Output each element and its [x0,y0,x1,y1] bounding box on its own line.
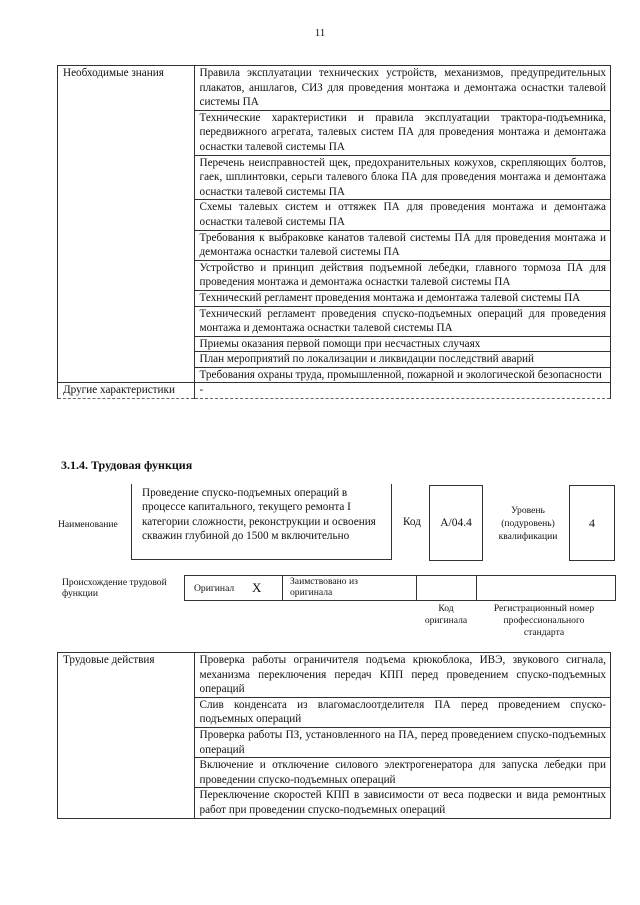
table-cell: Схемы талевых систем и оттяжек ПА для проведения монтажа и демонтажа оснастки талевой системы ПА [195,200,611,230]
origin-divider [416,575,417,601]
level-value: 4 [569,485,615,561]
table-cell: Включение и отключение силового электрогенератора для запуска лебедки при проведении спуско-подъемных операций [195,758,611,788]
origin-divider [282,575,283,601]
knowledge-table [57,65,611,399]
table-cell: Устройство и принцип действия подъемной лебедки, главного тормоза ПА для проведения монтажа и демонтажа оснастки талевой системы ПА [195,260,611,290]
table-cell: Технический регламент проведения монтажа и демонтажа талевой системы ПА [195,290,611,306]
table-cell: Слив конденсата из влагомаслоотделителя ПА перед проведением спуско-подъемных операций [195,697,611,727]
table-cell: Требования охраны труда, промышленной, пожарной и экологической безопасности [195,367,611,383]
table-cell: Технический регламент проведения спуско-подъемных операций для проведения монтажа и демонтажа оснастки талевой системы ПА [195,306,611,336]
table-cell: Приемы оказания первой помощи при несчастных случаях [195,336,611,352]
original-label: Оригинал [194,583,235,594]
table-cell: Перечень неисправностей щек, предохранительных кожухов, скрепляющих болтов, гаек, шплинтовки, серьги талевого блока ПА для проведения монтажа и демонтажа оснастки талевой системы ПА [195,155,611,200]
table-row [58,653,611,698]
row-label: Другие характеристики [58,383,195,399]
table-cell: - [195,383,611,399]
original-mark: X [252,580,262,595]
borrowed-label: Заимствовано из оригинала [290,576,358,598]
code-value: A/04.4 [429,485,483,561]
table-row [58,66,611,111]
section-title: 3.1.4. Трудовая функция [61,458,193,472]
table-cell: Переключение скоростей КПП в зависимости от веса подвески и вида ремонтных работ при проведении спуско-подъемных операций [195,788,611,818]
table-cell: Проверка работы ограничителя подъема крюкоблока, ИВЭ, звукового сигнала, механизма переключения передач КПП перед проведением спуско-подъемных операций [195,653,611,698]
function-name: Проведение спуско-подъемных операций в процессе капитального, текущего ремонта I категории сложности, реконструкции и освоения скважин глубиной до 1500 м включительно [131,484,392,560]
actions-table [57,652,611,819]
table-cell: Технические характеристики и правила эксплуатации трактора-подъемника, передвижного агрегата, талевых систем ПА для проведения монтажа и демонтажа оснастки талевой системы ПА [195,110,611,155]
origin-divider [476,575,477,601]
origin-label: Происхождение трудовой функции [62,577,167,599]
row-label: Необходимые знания [58,66,195,383]
level-label: Уровень (подуровень) квалификации [498,504,558,542]
origin-table [184,575,616,601]
page-number: 11 [314,27,326,39]
code-original-caption: Код оригинала [424,603,468,626]
table-cell: Требования к выбраковке канатов талевой системы ПА для проведения монтажа и демонтажа оснастки талевой системы ПА [195,230,611,260]
name-label: Наименование [58,519,118,530]
table-row [58,383,611,399]
table-cell: Правила эксплуатации технических устройств, механизмов, предупредительных плакатов, аншлагов, СИЗ для проведения монтажа и демонтажа оснастки талевой системы ПА [195,66,611,111]
reg-number-caption: Регистрационный номер профессионального стандарта [493,603,595,638]
code-label: Код [403,516,421,528]
row-label: Трудовые действия [58,653,195,819]
table-cell: План мероприятий по локализации и ликвидации последствий аварий [195,352,611,368]
table-cell: Проверка работы ПЗ, установленного на ПА, перед проведением спуско-подъемных операций [195,727,611,757]
